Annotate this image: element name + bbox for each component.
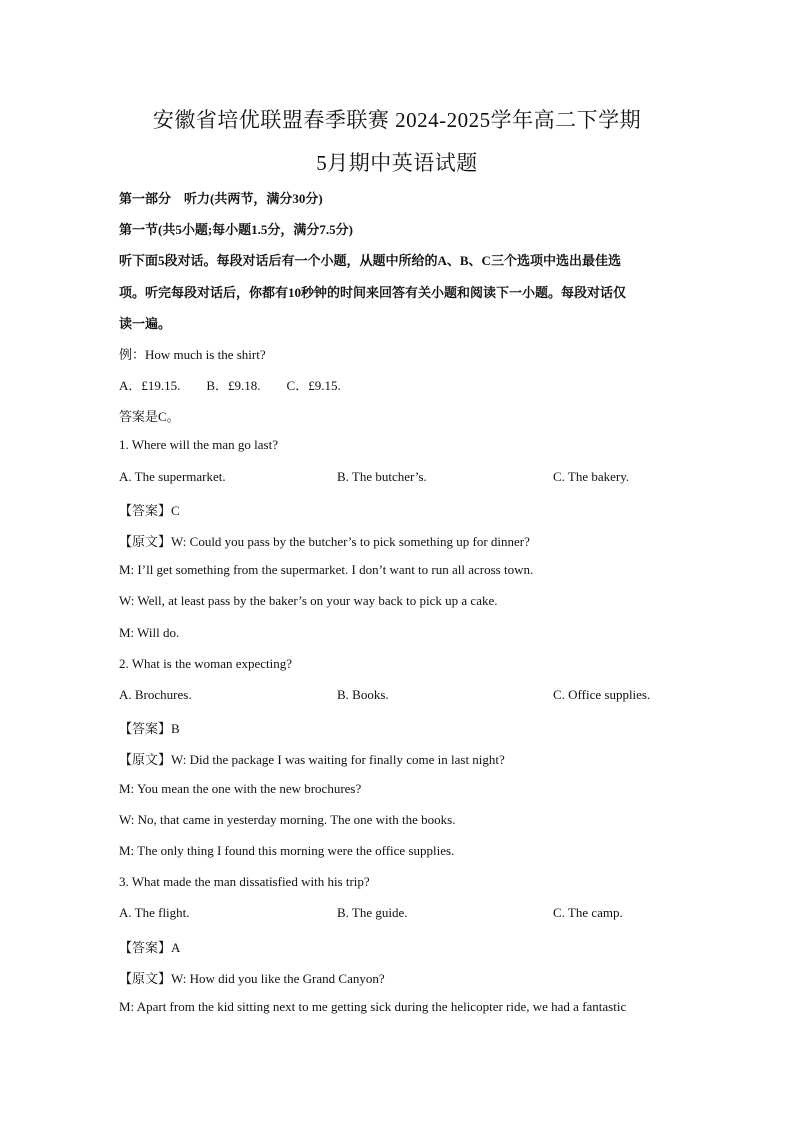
transcript-line: M: Will do. (119, 625, 180, 640)
option-c: C. The camp. (553, 905, 623, 920)
example-options: A．£19.15. B．£9.18. C．£9.15. (119, 378, 341, 393)
answer-label: 【答案】A (119, 940, 181, 955)
question-stem: 2. What is the woman expecting? (119, 656, 293, 671)
transcript-line: M: The only thing I found this morning were the office supplies. (119, 843, 455, 858)
transcript-line: M: I’ll get something from the supermarket. I don’t want to run all across town. (119, 562, 534, 577)
option-b: B. Books. (337, 687, 389, 702)
transcript-line: 【原文】W: Did the package I was waiting for finally come in last night? (119, 752, 505, 767)
transcript-line: 【原文】W: Could you pass by the butcher’s to pick something up for dinner? (119, 534, 530, 549)
example-question: 例：How much is the shirt? (119, 347, 266, 362)
question-stem: 1. Where will the man go last? (119, 437, 278, 452)
document-title-line2: 5月期中英语试题 (316, 151, 478, 175)
transcript-line: W: No, that came in yesterday morning. The one with the books. (119, 812, 456, 827)
option-c: C. Office supplies. (553, 687, 651, 702)
transcript-line: 【原文】W: How did you like the Grand Canyon? (119, 971, 385, 986)
example-answer: 答案是C。 (119, 409, 180, 424)
section-heading: 第一节(共5小题;每小题1.5分，满分7.5分) (119, 222, 353, 237)
transcript-line: W: Well, at least pass by the baker’s on your way back to pick up a cake. (119, 593, 498, 608)
option-b: B. The butcher’s. (337, 469, 427, 484)
answer-label: 【答案】C (119, 503, 180, 518)
option-a: A. Brochures. (119, 687, 192, 702)
option-a: A. The supermarket. (119, 469, 226, 484)
transcript-line: M: You mean the one with the new brochures? (119, 781, 362, 796)
instructions-line: 读一遍。 (119, 316, 172, 331)
instructions-line: 听下面5段对话。每段对话后有一个小题，从题中所给的A、B、C三个选项中选出最佳选 (119, 253, 621, 268)
instructions-line: 项。听完每段对话后，你都有10秒钟的时间来回答有关小题和阅读下一小题。每段对话仅 (119, 285, 627, 300)
document-title-line1: 安徽省培优联盟春季联赛 2024-2025学年高二下学期 (152, 108, 642, 132)
part-heading: 第一部分 听力(共两节，满分30分) (119, 191, 323, 206)
question-stem: 3. What made the man dissatisfied with his trip? (119, 874, 370, 889)
option-b: B. The guide. (337, 905, 408, 920)
transcript-line: M: Apart from the kid sitting next to me getting sick during the helicopter ride, we had a fantastic (119, 999, 627, 1014)
option-c: C. The bakery. (553, 469, 630, 484)
option-a: A. The flight. (119, 905, 190, 920)
answer-label: 【答案】B (119, 721, 180, 736)
